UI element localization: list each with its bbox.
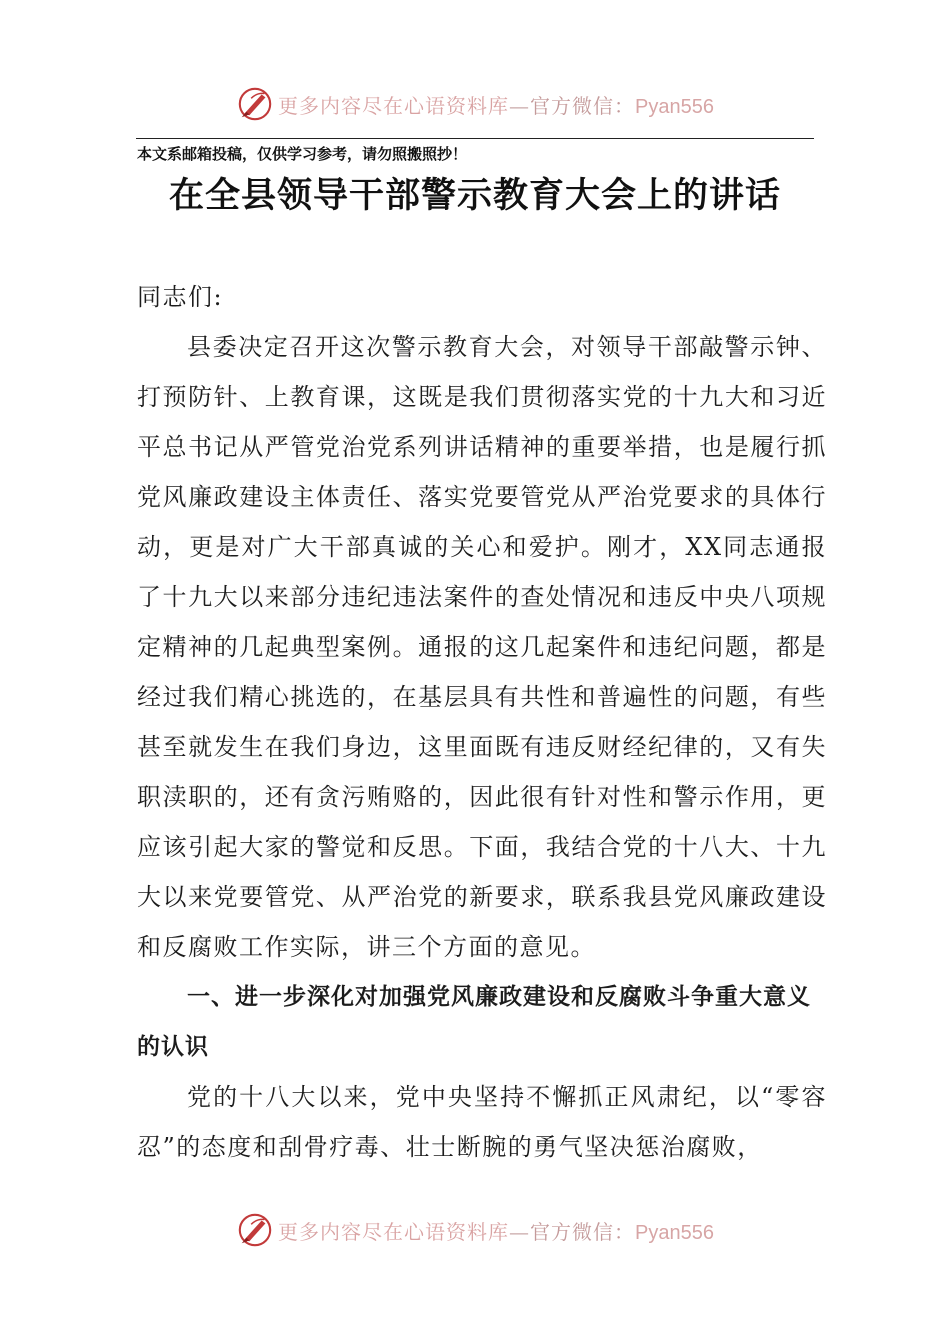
header-rule [136,138,814,139]
footer-banner [0,1210,950,1250]
banner-text: 更多内容尽在心语资料库—官方微信：Pyan556 [278,1219,714,1244]
banner-text: 更多内容尽在心语资料库—官方微信：Pyan556 [278,93,714,118]
paragraph-2: 党的十八大以来，党中央坚持不懈抓正风肃纪，以“零容忍”的态度和刮骨疗毒、壮士断腕的勇气坚决惩治腐败， [137,1083,827,1161]
salutation: 同志们: [137,283,224,311]
document-body [137,272,827,1172]
header-banner [0,84,950,124]
document-title: 在全县领导干部警示教育大会上的讲话 [168,175,781,216]
pen-circle-logo-icon [236,1211,274,1249]
paragraph-1: 县委决定召开这次警示教育大会，对领导干部敲警示钟、打预防针、上教育课，这既是我们贯彻落实党的十九大和习近平总书记从严管党治党系列讲话精神的重要举措，也是履行抓党风廉政建设主体责任、落实党要管党从严治党要求的具体行动，更是对广大干部真诚的关心和爱护。刚才，XX同志通报了十九大以来部分违纪违法案件的查处情况和违反中央八项规定精神的几起典型案例。通报的这几起案件和违纪问题，都是经过我们精心挑选的，在基层具有共性和普遍性的问题，有些甚至就发生在我们身边，这里面既有违反财经纪律的，又有失职渎职的，还有贪污贿赂的，因此很有针对性和警示作用，更应该引起大家的警觉和反思。下面，我结合党的十八大、十九大以来党要管党、从严治党的新要求，联系我县党风廉政建设和反腐败工作实际，讲三个方面的意见。 [137,333,827,961]
notice-text: 本文系邮箱投稿，仅供学习参考，请勿照搬照抄！ [137,145,468,163]
pen-circle-logo-icon [236,85,274,123]
section-heading-1: 一、进一步深化对加强党风廉政建设和反腐败斗争重大意义的认识 [137,984,811,1060]
